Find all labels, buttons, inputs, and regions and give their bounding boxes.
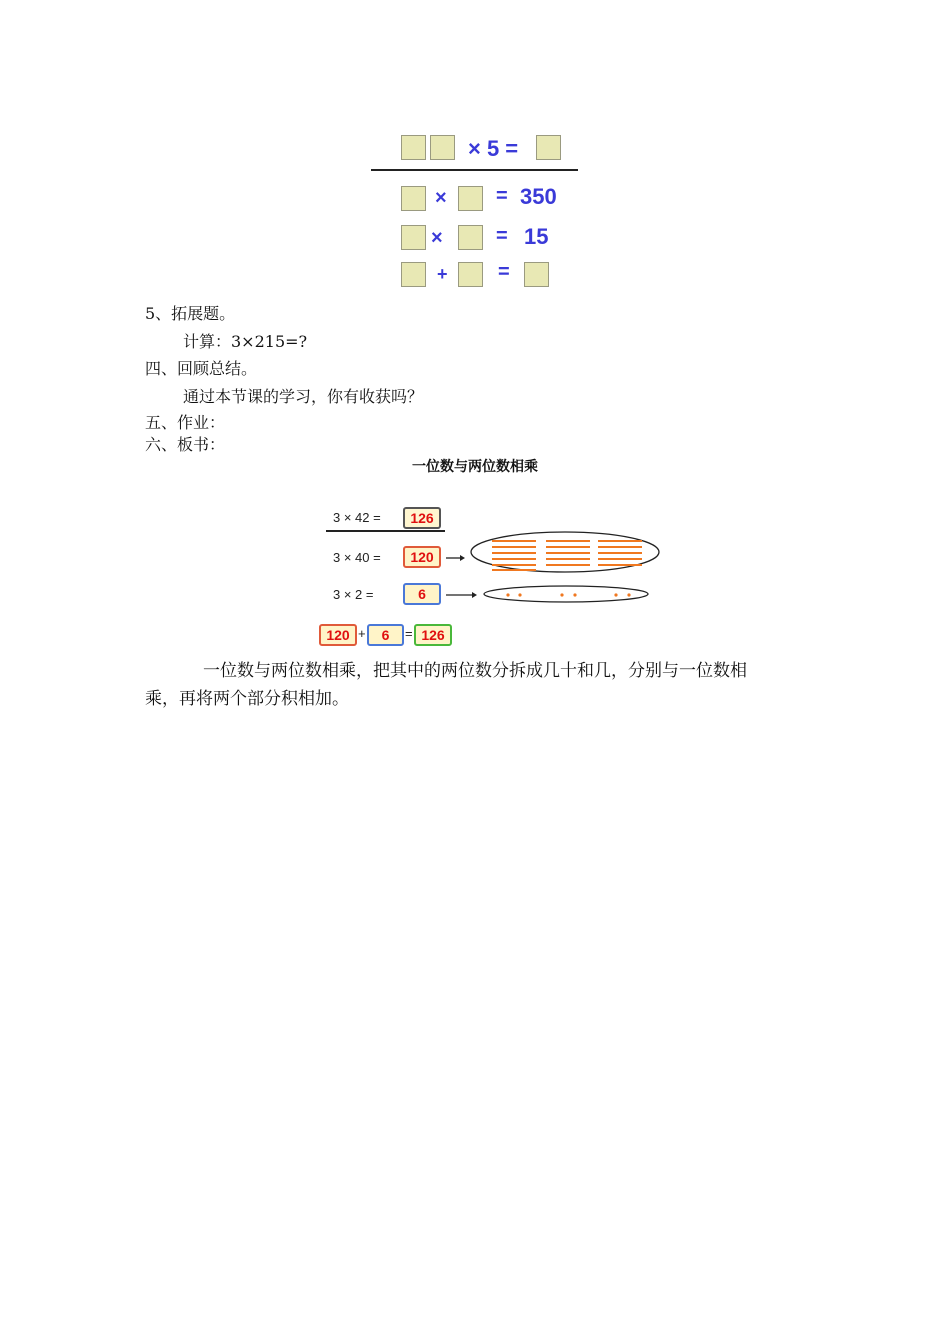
board-title: 一位数与两位数相乘 [412,458,538,474]
section-5-title: 5、拓展题。 [145,304,236,323]
equals-sign: = [498,261,510,283]
times-sign: × [431,227,443,249]
blank-box [458,186,483,211]
value-15: 15 [524,224,549,249]
blank-box [524,262,549,287]
ones-dots [506,593,630,596]
plus-sign: + [437,264,448,284]
blank-box [401,186,426,211]
blank-box [458,262,483,287]
summary-line-2: 乘，再将两个部分积相加。 [145,689,349,709]
equation-tens: 3 × 40 = [333,550,381,565]
sum-box-6: 6 [367,624,404,646]
section-homework-title: 五、作业： [145,413,226,432]
section-5-calc: 计算：3×215=? [183,332,308,351]
summary-line-1: 一位数与两位数相乘，把其中的两位数分拆成几十和几，分别与一位数相 [203,661,747,681]
value-350: 350 [520,184,557,209]
times-sign: × [435,187,447,209]
equals-sign: = [496,225,508,247]
arrow-head [460,555,465,561]
equals-sign: = [405,626,413,641]
blank-box [401,135,426,160]
equation-main: 3 × 42 = [333,510,381,525]
sum-box-126: 126 [414,624,452,646]
blank-box [536,135,561,160]
equals-sign: = [496,185,508,207]
result-box-ones: 6 [403,583,441,605]
blank-box [458,225,483,250]
divider-line [371,169,578,171]
result-box-tens: 120 [403,546,441,568]
underline [326,530,445,532]
result-box-main: 126 [403,507,441,529]
sum-box-120: 120 [319,624,357,646]
section-4-body: 通过本节课的学习，你有收获吗？ [183,387,424,406]
section-4-title: 四、回顾总结。 [145,359,258,378]
tens-sticks [492,541,642,570]
equation-ones: 3 × 2 = [333,587,374,602]
blank-box [430,135,455,160]
arrow-head [472,592,477,598]
times-five-label: × 5 = [468,136,519,161]
section-6-title: 六、板书： [145,435,226,454]
blank-box [401,262,426,287]
blank-box [401,225,426,250]
plus-sign: + [358,626,366,641]
grouping-illustration [440,528,670,608]
